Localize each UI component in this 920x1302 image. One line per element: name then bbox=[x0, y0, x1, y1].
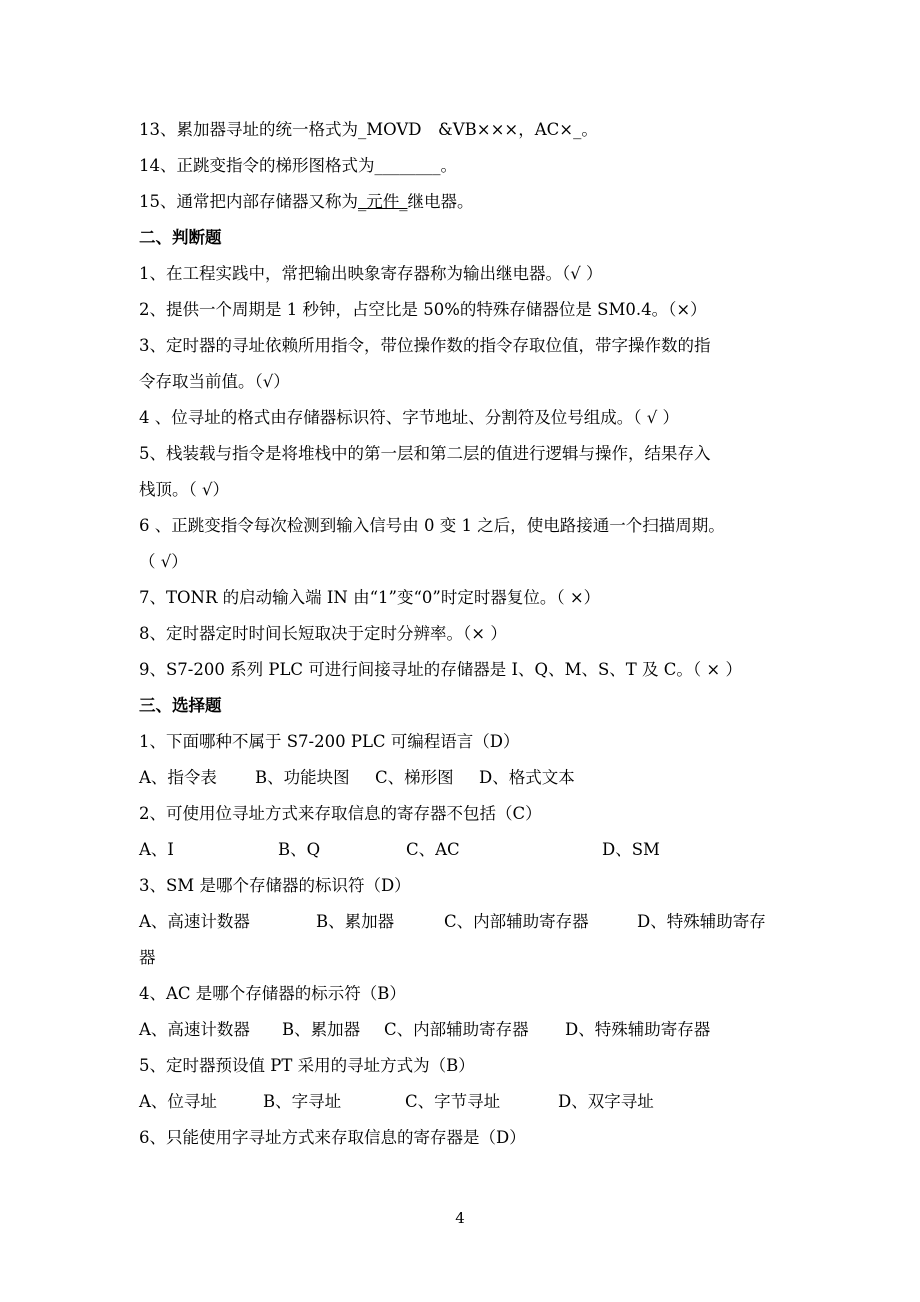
choice-q5-options bbox=[139, 1091, 789, 1223]
option-c: C、AC bbox=[406, 840, 460, 859]
option-a: A、I bbox=[139, 840, 174, 859]
option-d: D、双字寻址 bbox=[558, 1092, 654, 1111]
option-b: B、累加器 bbox=[316, 912, 395, 931]
choice-q1: 1、下面哪种不属于 S7-200 PLC 可编程语言（D） bbox=[139, 732, 520, 751]
fill-in-q14: 14、正跳变指令的梯形图格式为________。 bbox=[139, 156, 457, 175]
choice-q5: 5、定时器预设值 PT 采用的寻址方式为（B） bbox=[139, 1056, 475, 1075]
option-d: D、特殊辅助寄存器 bbox=[565, 1020, 711, 1039]
judgement-item-9: 9、S7-200 系列 PLC 可进行间接寻址的存储器是 I、Q、M、S、T 及 C。（ × ） bbox=[139, 660, 742, 679]
option-a: A、高速计数器 bbox=[139, 1020, 250, 1039]
option-d: D、SM bbox=[602, 840, 660, 859]
choice-q2: 2、可使用位寻址方式来存取信息的寄存器不包括（C） bbox=[139, 804, 542, 823]
option-b: B、功能块图 bbox=[255, 768, 350, 787]
judgement-item-7: 7、TONR 的启动输入端 IN 由“1”变“0”时定时器复位。（ ×） bbox=[139, 588, 601, 607]
page-number: 4 bbox=[455, 1209, 465, 1227]
option-c: C、字节寻址 bbox=[405, 1092, 501, 1111]
judgement-item-5: 5、栈装载与指令是将堆栈中的第一层和第二层的值进行逻辑与操作，结果存入 bbox=[139, 444, 711, 463]
q15-prefix: 15、通常把内部存储器又称为 bbox=[139, 192, 358, 211]
option-b: B、字寻址 bbox=[263, 1092, 342, 1111]
choice-q4: 4、AC 是哪个存储器的标示符（B） bbox=[139, 984, 406, 1003]
choice-q3: 3、SM 是哪个存储器的标识符（D） bbox=[139, 876, 411, 895]
option-a: A、位寻址 bbox=[139, 1092, 217, 1111]
q15-suffix: 继电器。 bbox=[407, 192, 474, 211]
option-d: D、特殊辅助寄存 bbox=[637, 912, 766, 931]
judgement-item-3-cont: 令存取当前值。（√） bbox=[139, 372, 290, 391]
judgement-item-3: 3、定时器的寻址依赖所用指令，带位操作数的指令存取位值，带字操作数的指 bbox=[139, 336, 711, 355]
judgement-item-2: 2、提供一个周期是 1 秒钟，占空比是 50%的特殊存储器位是 SM0.4。（×） bbox=[139, 300, 707, 319]
judgement-item-6: 6 、正跳变指令每次检测到输入信号由 0 变 1 之后，使电路接通一个扫描周期。 bbox=[139, 516, 725, 535]
judgement-item-5-cont: 栈顶。（ √） bbox=[139, 480, 230, 499]
q15-answer: _元件_ bbox=[358, 192, 408, 211]
option-a: A、指令表 bbox=[139, 768, 217, 787]
judgement-item-4: 4 、位寻址的格式由存储器标识符、字节地址、分割符及位号组成。（ √ ） bbox=[139, 408, 679, 427]
option-b: B、累加器 bbox=[282, 1020, 361, 1039]
judgement-item-6-cont: （ √） bbox=[139, 552, 188, 571]
section-judgement-title: 二、判断题 bbox=[139, 228, 222, 247]
judgement-item-1: 1、在工程实践中，常把输出映象寄存器称为输出继电器。（√ ） bbox=[139, 264, 603, 283]
option-c: C、内部辅助寄存器 bbox=[444, 912, 589, 931]
option-c: C、梯形图 bbox=[375, 768, 454, 787]
judgement-item-8: 8、定时器定时时间长短取决于定时分辨率。（× ） bbox=[139, 624, 507, 643]
fill-in-q15 bbox=[139, 191, 789, 213]
option-d: D、格式文本 bbox=[479, 768, 575, 787]
section-choice-title: 三、选择题 bbox=[139, 696, 222, 715]
fill-in-q13: 13、累加器寻址的统一格式为_MOVD &VB×××，AC×_。 bbox=[139, 120, 598, 139]
option-a: A、高速计数器 bbox=[139, 912, 250, 931]
choice-q3-options-wrap: 器 bbox=[139, 948, 156, 967]
option-b: B、Q bbox=[278, 840, 321, 859]
choice-q6: 6、只能使用字寻址方式来存取信息的寄存器是（D） bbox=[139, 1128, 526, 1147]
option-c: C、内部辅助寄存器 bbox=[384, 1020, 529, 1039]
